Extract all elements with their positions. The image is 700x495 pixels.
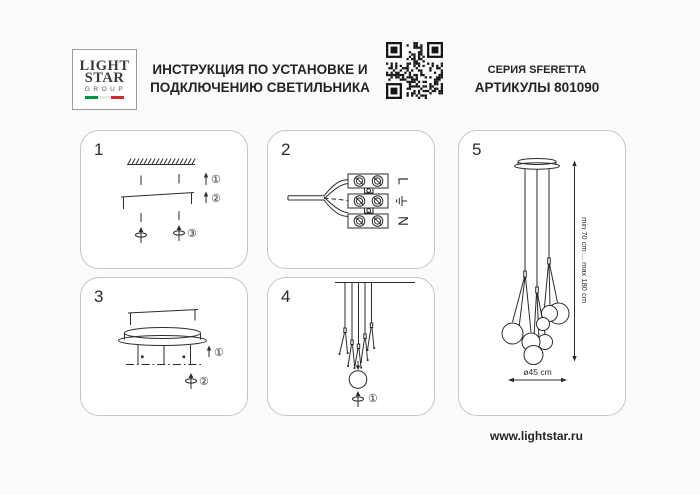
terminal-label-neutral: N bbox=[395, 216, 411, 226]
bracket-legs bbox=[124, 193, 192, 209]
screw-dot bbox=[183, 356, 186, 359]
mounting-bracket bbox=[121, 193, 194, 198]
screwdriver-icon bbox=[174, 225, 185, 241]
panel-step-1 bbox=[80, 130, 248, 269]
step-2-label: ② bbox=[199, 376, 209, 388]
wire-neutral bbox=[324, 200, 348, 216]
diameter-measure-arrow bbox=[508, 378, 567, 383]
panel-step-3 bbox=[80, 277, 248, 416]
website-url: www.lightstar.ru bbox=[490, 429, 583, 443]
step-2-label: ② bbox=[211, 193, 221, 205]
page-title bbox=[130, 61, 390, 97]
step-1-arrow bbox=[204, 173, 208, 186]
flag-red bbox=[111, 96, 124, 99]
step-1-label: ① bbox=[368, 393, 378, 405]
flag-green bbox=[85, 96, 98, 99]
panel-step-4 bbox=[267, 277, 435, 416]
bracket-mounting-diagram bbox=[81, 131, 247, 268]
step-1-arrow bbox=[207, 346, 211, 358]
logo-word-star: STAR bbox=[84, 70, 125, 87]
articles-label: АРТИКУЛЫ 801090 bbox=[474, 80, 600, 95]
panel-number: 4 bbox=[281, 287, 291, 306]
lightstar-logo bbox=[72, 49, 137, 110]
step-1-label: ① bbox=[211, 174, 221, 186]
screw-dot bbox=[141, 356, 144, 359]
ceiling-canopy bbox=[119, 328, 207, 346]
screwdriver-icon bbox=[186, 373, 197, 389]
screws-upper bbox=[141, 174, 179, 185]
flag-middle bbox=[98, 96, 111, 99]
power-cable bbox=[288, 180, 348, 217]
panel-number: 1 bbox=[94, 140, 104, 159]
panel-number: 5 bbox=[472, 140, 482, 159]
step-2-arrow bbox=[204, 192, 208, 204]
terminal-block bbox=[348, 174, 388, 228]
logo-word-light: LIGHT bbox=[79, 58, 130, 75]
height-range-label: min 70 cm ... max 180 cm bbox=[580, 217, 589, 303]
ceiling-canopy bbox=[515, 159, 560, 170]
step-1-label: ① bbox=[214, 347, 224, 359]
panel-step-5 bbox=[458, 130, 626, 416]
page-title-line2: ПОДКЛЮЧЕНИЮ СВЕТИЛЬНИКА bbox=[150, 80, 370, 95]
height-measure-arrow bbox=[572, 161, 576, 362]
screws-lower bbox=[141, 211, 179, 222]
mounting-bracket bbox=[128, 310, 198, 314]
series-label: СЕРИЯ SFERETTA bbox=[487, 64, 587, 76]
terminal-label-live: L bbox=[395, 177, 411, 185]
attach-arrow bbox=[356, 361, 360, 370]
qr-code bbox=[386, 42, 443, 99]
shade-attachment-diagram bbox=[268, 278, 434, 415]
ceiling-hatch bbox=[127, 159, 195, 165]
page-title-line1: ИНСТРУКЦИЯ ПО УСТАНОВКЕ И bbox=[152, 62, 368, 77]
panel-number: 2 bbox=[281, 140, 291, 159]
italian-flag-bar bbox=[85, 96, 125, 99]
wire-live bbox=[324, 180, 348, 196]
step-3-label: ③ bbox=[187, 228, 197, 240]
diameter-label: ø45 cm bbox=[523, 367, 552, 377]
panel-number: 3 bbox=[94, 287, 104, 306]
screwdriver-icon bbox=[353, 391, 364, 407]
canopy-skirt bbox=[138, 345, 191, 365]
canopy-mounting-diagram bbox=[81, 278, 247, 415]
screwdriver-icon bbox=[136, 227, 147, 243]
glass-sphere bbox=[349, 371, 367, 389]
pendant-cords bbox=[339, 283, 376, 370]
wiring-diagram bbox=[268, 131, 434, 268]
assembled-lamp-diagram bbox=[459, 131, 625, 415]
ground-symbol-icon bbox=[397, 196, 407, 206]
logo-word-group: GROUP bbox=[84, 86, 127, 94]
panel-step-2 bbox=[267, 130, 435, 269]
